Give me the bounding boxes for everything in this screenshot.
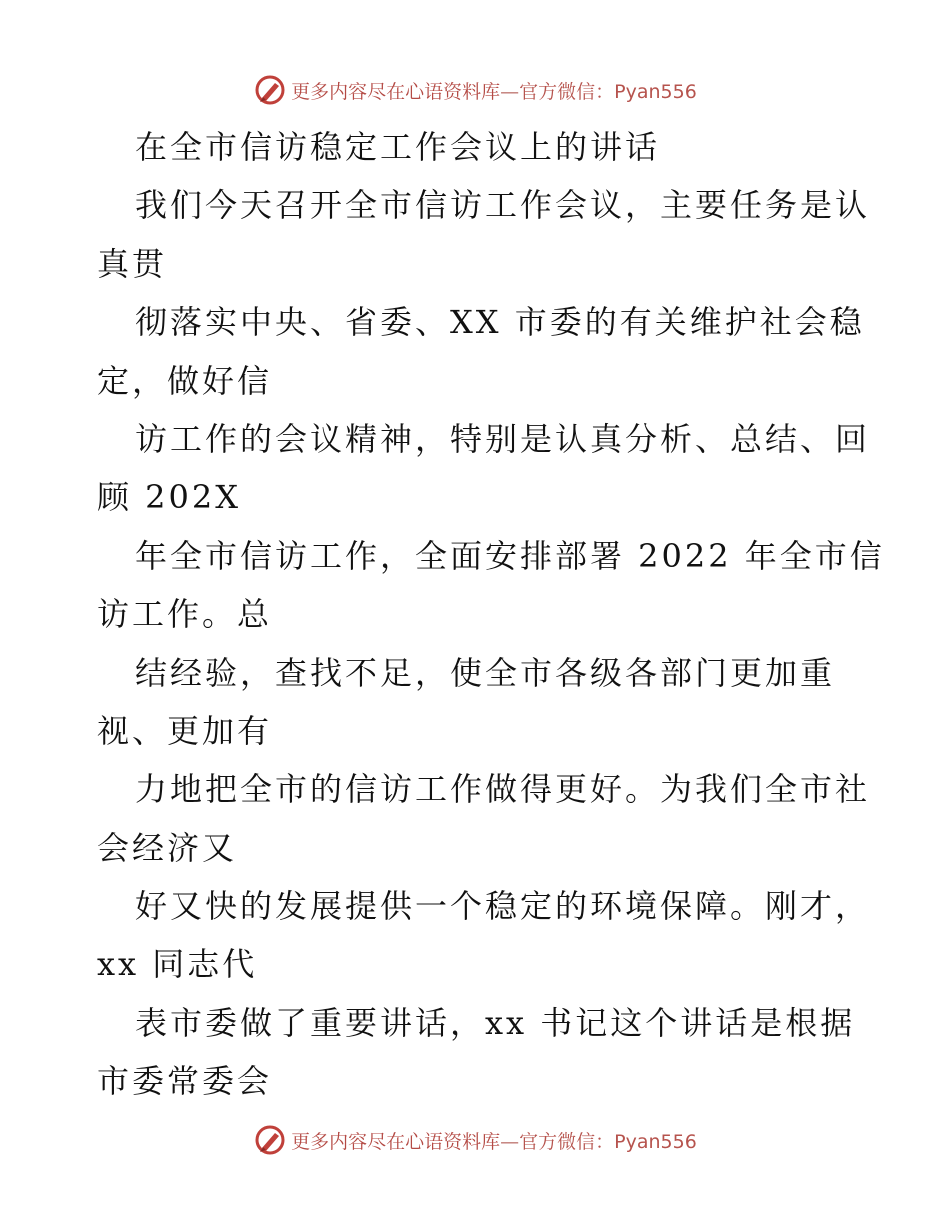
paragraph-line: 表市委做了重要讲话，xx 书记这个讲话是根据 — [135, 1003, 856, 1042]
document-body — [97, 118, 885, 1111]
document-title: 在全市信访稳定工作会议上的讲话 — [135, 128, 661, 166]
paragraph-line: 我们今天召开全市信访工作会议，主要任务是认 — [135, 186, 871, 225]
paragraph-line: 彻落实中央、省委、XX 市委的有关维护社会稳 — [135, 303, 865, 342]
paragraph-line: 会经济又 — [97, 828, 238, 867]
paragraph-line: 真贯 — [97, 244, 168, 283]
footer-watermark-banner — [0, 1120, 950, 1160]
pen-logo-icon — [253, 73, 287, 107]
paragraph-line: 视、更加有 — [97, 711, 273, 750]
header-watermark-banner — [0, 70, 950, 110]
paragraph-line: 结经验，查找不足，使全市各级各部门更加重 — [135, 653, 836, 692]
paragraph-line: xx 同志代 — [97, 945, 258, 984]
pen-logo-icon — [253, 1123, 287, 1157]
banner-text: 更多内容尽在心语资料库—官方微信：Pyan556 — [291, 1130, 697, 1153]
paragraph-line: 市委常委会 — [97, 1062, 273, 1101]
paragraph-line: 定，做好信 — [97, 361, 273, 400]
paragraph-line: 年全市信访工作，全面安排部署 2022 年全市信 — [135, 536, 885, 575]
paragraph-line: 力地把全市的信访工作做得更好。为我们全市社 — [135, 770, 871, 809]
paragraph-line: 访工作的会议精神，特别是认真分析、总结、回 — [135, 419, 871, 458]
banner-text: 更多内容尽在心语资料库—官方微信：Pyan556 — [291, 80, 697, 103]
paragraph-line: 顾 202X — [97, 478, 242, 517]
paragraph-line: 好又快的发展提供一个稳定的环境保障。刚才， — [135, 887, 871, 926]
paragraph-line: 访工作。总 — [97, 595, 273, 634]
